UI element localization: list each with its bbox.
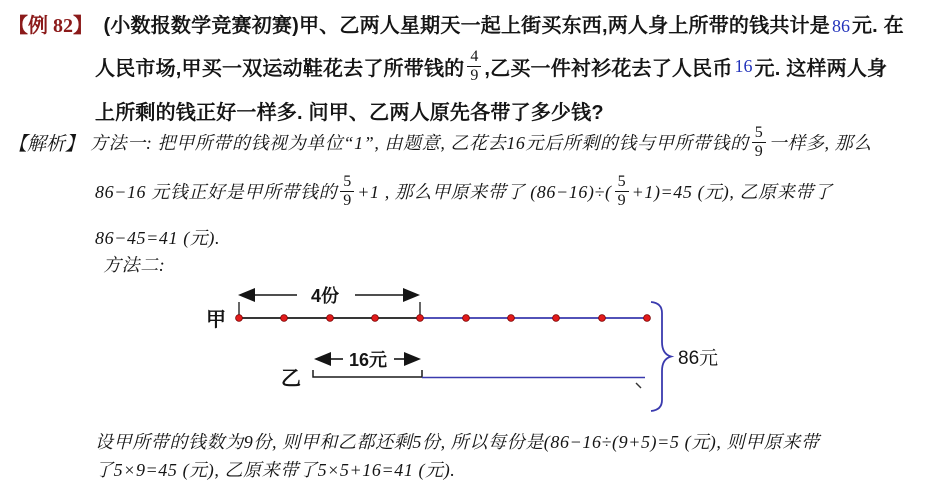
segment-diagram (0, 275, 942, 420)
analysis-text-1b: 一样多, 那么 (768, 133, 872, 153)
yi-label: 乙 (281, 368, 301, 390)
part-dot (327, 315, 334, 322)
part-dot (508, 315, 515, 322)
jia-label: 甲 (206, 309, 226, 331)
fraction-denominator: 9 (617, 191, 626, 209)
fraction-5-9 (615, 173, 629, 209)
part-dot (372, 315, 379, 322)
analysis-tag: 【解析】 (8, 133, 85, 155)
fraction-numerator: 5 (752, 124, 766, 142)
fraction-denominator: 9 (470, 66, 479, 84)
fraction-numerator: 4 (467, 48, 481, 66)
part-dot (236, 315, 243, 322)
method2-line-1: 设甲所带的钱数为9份, 则甲和乙都还剩5份, 所以每份是(86−16÷(9+5)=5 (元), 则甲原来带 (95, 432, 820, 452)
problem-line-2 (95, 46, 887, 86)
fraction-5-9 (340, 173, 354, 209)
problem-line-1 (8, 9, 904, 38)
method2-heading: 方法二: (103, 255, 166, 275)
end-tick (636, 383, 641, 388)
method2-line-2: 了5×9=45 (元), 乙原来带了5×5+16=41 (元). (95, 460, 456, 480)
yi-spent-bracket (313, 370, 422, 377)
part-dot (463, 315, 470, 322)
analysis-text-2a: 86−16 元钱正好是甲所带钱的 (95, 182, 338, 202)
analysis-text-2c: +1)=45 (元), 乙原来带了 (631, 182, 833, 202)
fraction-denominator: 9 (343, 191, 352, 209)
part-dot (553, 315, 560, 322)
shirt-amount-number: 16 (734, 55, 753, 76)
fraction-4-9 (467, 48, 481, 84)
total-brace (651, 302, 671, 411)
part-dot (281, 315, 288, 322)
analysis-text-1a: 方法一: 把甲所带的钱视为单位“1”, 由题意, 乙花去16元后所剩的钱与甲所带钱的 (90, 133, 749, 153)
fraction-numerator: 5 (615, 173, 629, 191)
arrow-right-icon (404, 352, 421, 366)
arrow-right-icon (403, 288, 420, 302)
problem-text-2c: 元. 这样两人身 (754, 57, 888, 80)
part-dot (417, 315, 424, 322)
problem-text-1b: 元. 在 (851, 15, 904, 37)
problem-text-2a: 人民市场,甲买一双运动鞋花去了所带钱的 (95, 57, 465, 80)
fraction-5-9 (752, 124, 766, 160)
example-tag: 【例 82】 (8, 15, 93, 37)
four-parts-label: 4份 (310, 286, 340, 306)
fraction-denominator: 9 (754, 142, 763, 160)
analysis-text-2b: +1 , 那么甲原来带了 (86−16)÷( (357, 182, 612, 202)
problem-text-1a: (小数报数学竞赛初赛)甲、乙两人星期天一起上街买东西,两人身上所带的钱共计是 (103, 15, 830, 37)
total-yuan-label: 86元 (678, 348, 719, 369)
part-dot (644, 315, 651, 322)
analysis-line-3: 86−45=41 (元). (95, 228, 221, 248)
problem-line-3: 上所剩的钱正好一样多. 问甲、乙两人原先各带了多少钱? (95, 102, 604, 124)
total-amount-number: 86 (831, 16, 850, 36)
sixteen-yuan-label: 16元 (348, 350, 388, 370)
fraction-numerator: 5 (340, 173, 354, 191)
analysis-line-2 (95, 168, 833, 214)
problem-text-2b: ,乙买一件衬衫花去了人民币 (484, 57, 733, 80)
analysis-line-1 (8, 121, 872, 163)
part-dot (599, 315, 606, 322)
